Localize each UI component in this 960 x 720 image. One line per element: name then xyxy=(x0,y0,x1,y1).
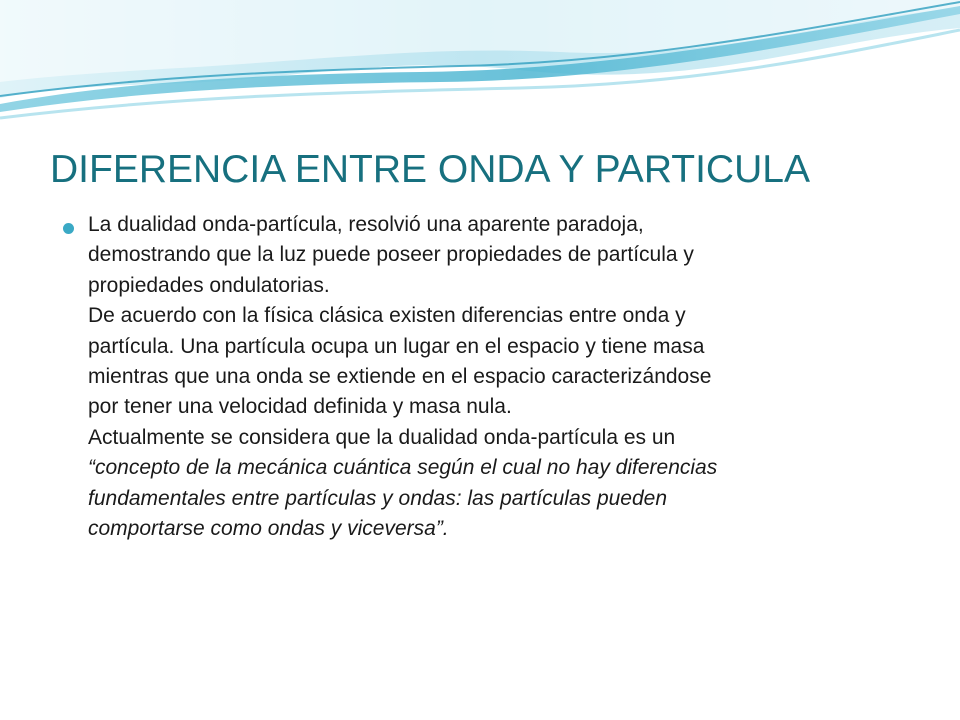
text-line: demostrando que la luz puede poseer propiedades de partícula y xyxy=(88,243,694,267)
text-line: por tener una velocidad definida y masa nula. xyxy=(88,395,512,419)
slide-title: DIFERENCIA ENTRE ONDA Y PARTICULA xyxy=(50,148,810,191)
quote-line: fundamentales entre partículas y ondas: las partículas pueden xyxy=(88,486,668,510)
bullet-text xyxy=(88,210,900,544)
text-line: mientras que una onda se extiende en el espacio caracterizándose xyxy=(88,365,712,389)
text-line: La dualidad onda-partícula, resolvió una aparente paradoja, xyxy=(88,213,644,236)
text-line: Actualmente se considera que la dualidad onda-partícula es un xyxy=(88,425,676,449)
bullet-item xyxy=(60,210,900,544)
header-wave-decoration xyxy=(0,0,960,130)
text-line: propiedades ondulatorias. xyxy=(88,273,330,297)
filled-circle-bullet-icon xyxy=(63,223,74,234)
quote-line: “concepto de la mecánica cuántica según el cual no hay diferencias xyxy=(88,456,718,480)
text-line: De acuerdo con la física clásica existen diferencias entre onda y xyxy=(88,304,686,328)
quote-line: comportarse como ondas y viceversa”. xyxy=(88,517,449,541)
text-line: partícula. Una partícula ocupa un lugar en el espacio y tiene masa xyxy=(88,334,705,358)
